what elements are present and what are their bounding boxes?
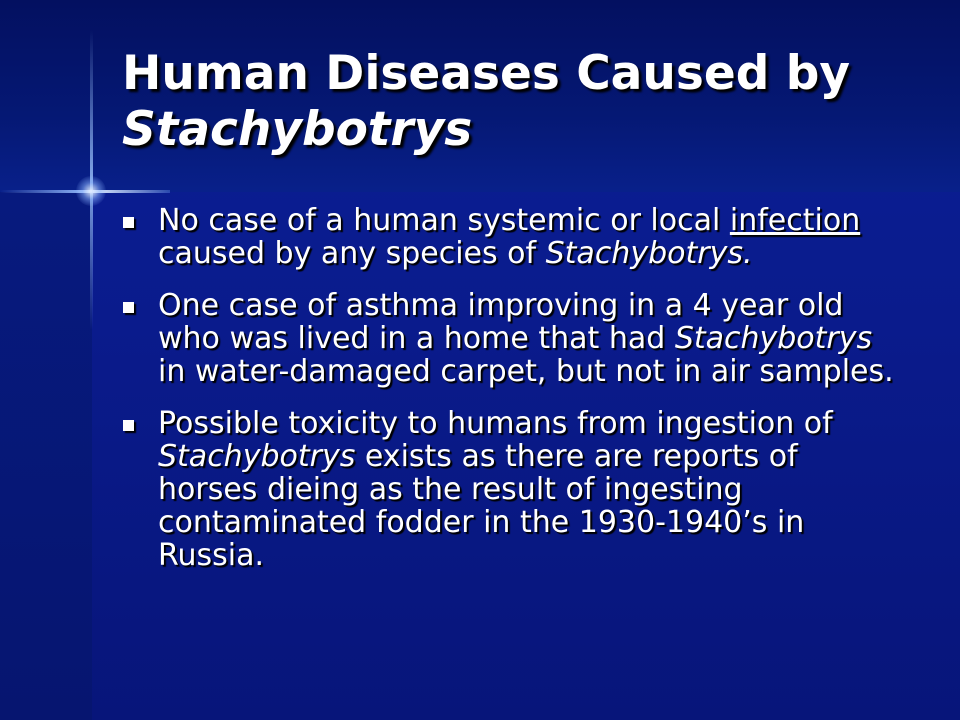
square-bullet-icon [123, 217, 134, 228]
square-bullet-icon [123, 420, 134, 431]
bullet-item-toxicity [120, 407, 900, 572]
species-name: Stachybotrys. [545, 236, 753, 271]
bullet-text: in water-damaged carpet, but not in air samples. [158, 354, 894, 389]
slide-title-italic: Stachybotrys [122, 102, 473, 157]
square-bullet-icon [123, 302, 134, 313]
bullet-text: caused by any species of [158, 236, 546, 271]
left-band [0, 192, 92, 720]
species-name: Stachybotrys [674, 321, 873, 356]
bullet-text: exists as there are reports of horses dieing as the result of ingesting contaminated fodder in the 1930-1940’s in Russia. [158, 439, 805, 573]
bullet-item-infection [120, 204, 900, 270]
slide-title [122, 46, 922, 158]
bullet-item-asthma [120, 289, 900, 388]
species-name: Stachybotrys [158, 439, 356, 474]
bullet-text: Possible toxicity to humans from ingestion of [158, 406, 833, 441]
infection-link[interactable]: infection [729, 203, 861, 238]
slide-title-text: Human Diseases Caused by [122, 46, 850, 101]
bullet-text: No case of a human systemic or local [158, 203, 730, 238]
bullet-text: One case of asthma improving in a 4 year old who was lived in a home that had [158, 288, 844, 356]
light-flare-icon [76, 176, 106, 206]
bullet-list [120, 204, 900, 591]
